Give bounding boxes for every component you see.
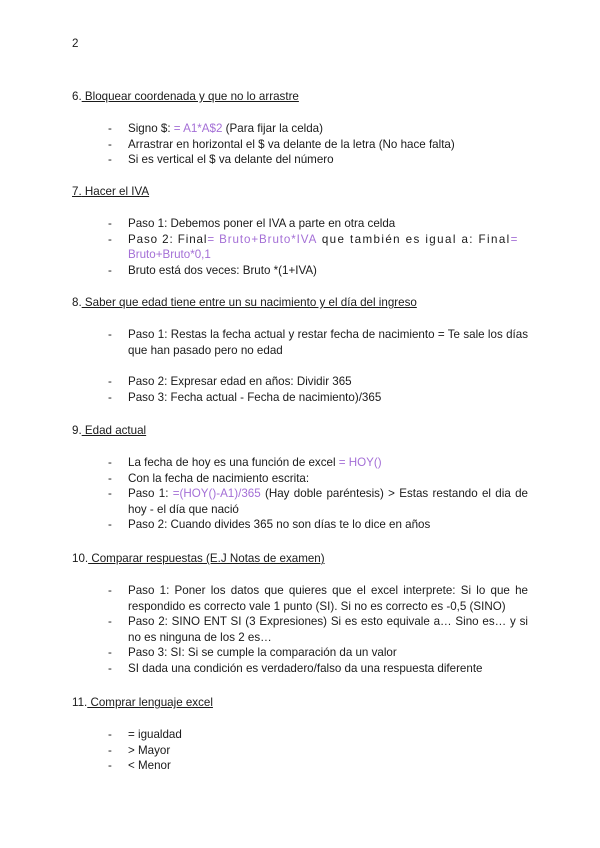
list-item: - Paso 1: Poner los datos que quieres que el excel interprete: Si lo que he respondido es correcto vale 1 punto (SI). Si no es correcto es -0,5 (SINO) <box>108 583 528 614</box>
section-title: Hacer el IVA <box>81 185 150 198</box>
list-item: - < Menor <box>108 758 528 774</box>
item-text: Signo $: <box>128 122 174 135</box>
section-heading <box>72 184 528 200</box>
list-item: - Con la fecha de nacimiento escrita: <box>108 471 528 487</box>
list-item: - = igualdad <box>108 727 528 743</box>
list-item <box>108 232 528 263</box>
item-list <box>108 583 528 677</box>
section-title: Comprar lenguaje excel <box>87 696 213 709</box>
list-item: - Si es vertical el $ va delante del número <box>108 152 528 168</box>
section-heading <box>72 295 528 311</box>
list-item: - SI dada una condición es verdadero/falso da una respuesta diferente <box>108 661 528 677</box>
section-9 <box>72 423 528 532</box>
page-number: 2 <box>72 37 79 50</box>
list-item: - Arrastrar en horizontal el $ va delante de la letra (No hace falta) <box>108 137 528 153</box>
item-text: (Hay doble paréntesis) > Estas restando el dia de hoy - el día que nació <box>128 487 528 516</box>
section-title: Edad actual <box>81 424 147 437</box>
section-title: Comparar respuestas (E.J Notas de examen) <box>88 552 325 565</box>
section-number: 8. <box>72 296 82 309</box>
list-item: - Paso 1: Debemos poner el IVA a parte en otra celda <box>108 216 528 232</box>
section-number: 10. <box>72 552 89 565</box>
section-number: 11. <box>72 696 88 709</box>
list-item: - Paso 2: Cuando divides 365 no son días te lo dice en años <box>108 517 528 533</box>
section-number: 9. <box>72 424 82 437</box>
formula-text: =(HOY()-A1)/365 <box>172 487 261 501</box>
section-10 <box>72 551 528 675</box>
item-text: La fecha de hoy es una función de excel <box>128 456 339 469</box>
section-heading <box>72 423 528 439</box>
list-item: - Paso 2: Expresar edad en años: Dividir 365 <box>108 374 528 390</box>
list-item: - Paso 3: SI: Si se cumple la comparación da un valor <box>108 645 528 661</box>
section-6 <box>72 89 528 167</box>
formula-text: = HOY() <box>338 456 382 469</box>
section-title: Saber que edad tiene entre un su nacimiento y el día del ingreso <box>81 296 417 309</box>
item-list <box>108 121 528 168</box>
formula-text: = Bruto+Bruto*IVA <box>207 232 318 246</box>
section-heading <box>72 551 528 567</box>
item-list <box>108 216 528 278</box>
section-heading <box>72 89 528 105</box>
formula-text: = A1*A$2 <box>173 122 223 135</box>
item-text: (Para fijar la celda) <box>222 122 323 135</box>
item-list <box>108 327 528 405</box>
section-number: 6. <box>72 90 82 103</box>
section-7 <box>72 184 528 277</box>
list-item: - > Mayor <box>108 743 528 759</box>
list-item <box>108 486 528 517</box>
section-title: Bloquear coordenada y que no lo arrastre <box>81 90 299 103</box>
list-item: - Paso 1: Restas la fecha actual y restar fecha de nacimiento = Te sale los días que han pasado pero no edad <box>108 327 528 358</box>
list-item <box>108 455 528 471</box>
item-list <box>108 727 528 774</box>
list-item: - Paso 3: Fecha actual - Fecha de nacimiento)/365 <box>108 390 528 406</box>
item-text: Paso 2: Final <box>128 232 208 246</box>
section-heading <box>72 695 528 711</box>
formula-text: = Bruto+Bruto*0,1 <box>128 232 518 262</box>
item-text: Paso 1: <box>128 487 173 501</box>
list-item: - Bruto está dos veces: Bruto *(1+IVA) <box>108 263 528 279</box>
section-11 <box>72 695 528 773</box>
item-text: que también es igual a: Final <box>317 232 511 246</box>
list-item: - Paso 2: SINO ENT SI (3 Expresiones) Si es esto equivale a… Sino es… y si no es ninguna de los 2 es… <box>108 614 528 645</box>
section-8 <box>72 295 528 404</box>
section-number: 7. <box>72 185 82 198</box>
item-list <box>108 455 528 533</box>
list-item <box>108 121 528 137</box>
